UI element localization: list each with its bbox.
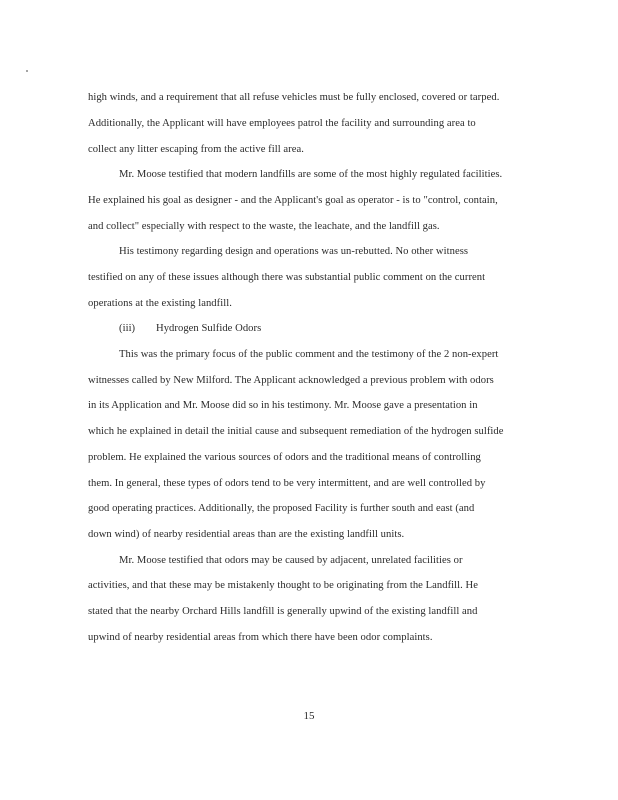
paragraph-first-line: His testimony regarding design and operations was un-rebutted. No other witness xyxy=(119,246,469,257)
body-line: operations at the existing landfill. xyxy=(88,298,232,309)
body-line: down wind) of nearby residential areas than are the existing landfill units. xyxy=(88,529,405,540)
scan-speck xyxy=(26,70,28,72)
body-line: He explained his goal as designer - and the Applicant's goal as operator - is to "control, contain, xyxy=(88,195,498,206)
body-line: problem. He explained the various sources of odors and the traditional means of controlling xyxy=(88,452,481,463)
body-line: good operating practices. Additionally, the proposed Facility is further south and east (and xyxy=(88,503,475,514)
section-number: (iii) xyxy=(119,323,136,334)
body-line: witnesses called by New Milford. The Applicant acknowledged a previous problem with odors xyxy=(88,375,494,386)
body-line: in its Application and Mr. Moose did so in his testimony. Mr. Moose gave a presentation in xyxy=(88,400,478,411)
body-line: Additionally, the Applicant will have employees patrol the facility and surrounding area to xyxy=(88,118,476,129)
body-line: collect any litter escaping from the active fill area. xyxy=(88,144,304,155)
body-line: activities, and that these may be mistakenly thought to be originating from the Landfill. He xyxy=(88,580,478,591)
body-line: which he explained in detail the initial cause and subsequent remediation of the hydrogen sulfide xyxy=(88,426,504,437)
paragraph-first-line: This was the primary focus of the public comment and the testimony of the 2 non-expert xyxy=(119,349,499,360)
paragraph-first-line: Mr. Moose testified that modern landfills are some of the most highly regulated facilities. xyxy=(119,169,503,180)
page-number: 15 xyxy=(303,710,315,722)
body-line: upwind of nearby residential areas from which there have been odor complaints. xyxy=(88,632,433,643)
body-line: them. In general, these types of odors tend to be very intermittent, and are well controlled by xyxy=(88,478,486,489)
section-heading: Hydrogen Sulfide Odors xyxy=(156,323,262,334)
paragraph-first-line: Mr. Moose testified that odors may be caused by adjacent, unrelated facilities or xyxy=(119,555,463,566)
body-line: and collect" especially with respect to the waste, the leachate, and the landfill gas. xyxy=(88,221,440,232)
body-line: testified on any of these issues although there was substantial public comment on the current xyxy=(88,272,486,283)
body-line: stated that the nearby Orchard Hills landfill is generally upwind of the existing landfill and xyxy=(88,606,478,617)
body-line: high winds, and a requirement that all refuse vehicles must be fully enclosed, covered or tarped. xyxy=(88,92,500,103)
